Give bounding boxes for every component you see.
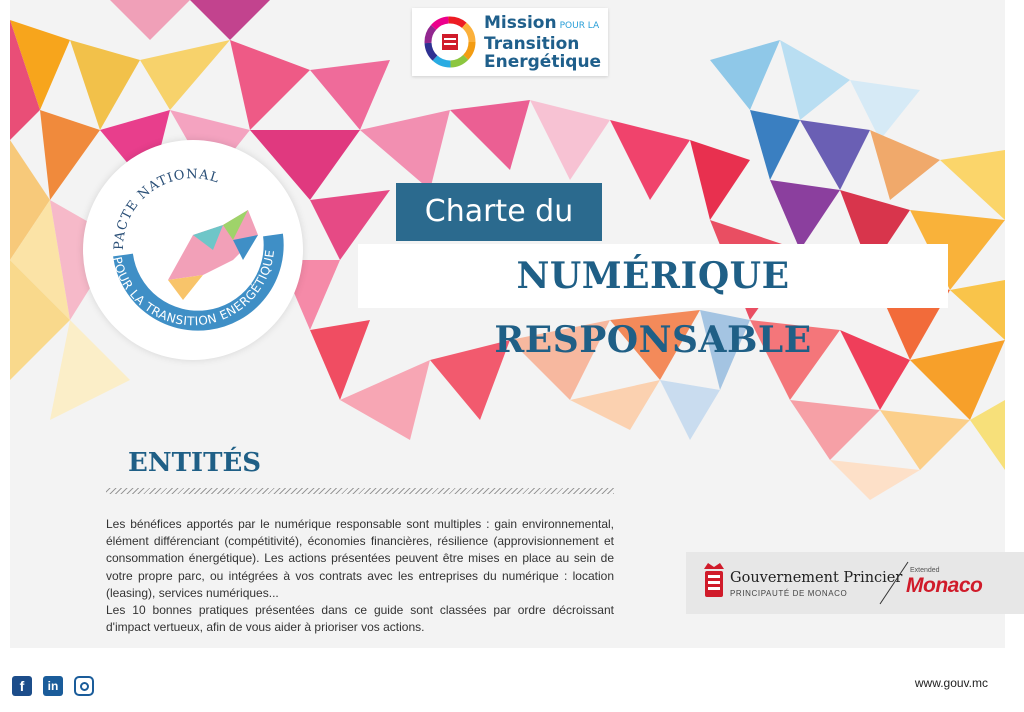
extended-monaco-logo: Monaco	[906, 574, 983, 597]
title-line-1: Charte du	[396, 183, 602, 241]
hatched-divider	[106, 488, 614, 494]
linkedin-icon[interactable]: in	[43, 676, 63, 696]
body-paragraph-2: Les 10 bonnes pratiques présentées dans ce guide sont classées par ordre décroissant d'impact vertueux, afin de vous aider à prioriser vos actions.	[106, 603, 614, 635]
government-subtitle: PRINCIPAUTÉ DE MONACO	[730, 589, 848, 598]
seal-top-text: PACTE NATIONAL	[111, 167, 222, 251]
seal-bottom-text: POUR LA TRANSITION ENERGÉTIQUE	[109, 248, 278, 329]
logo-line-2: Transition	[484, 34, 580, 54]
title-line-2: NUMÉRIQUE RESPONSABLE	[358, 244, 948, 308]
government-name: Gouvernement Princier	[730, 570, 903, 586]
section-heading: ENTITÉS	[128, 448, 262, 478]
page-background	[10, 0, 1005, 648]
government-logo	[686, 552, 1024, 614]
website-url[interactable]: www.gouv.mc	[914, 676, 988, 690]
mission-logo	[412, 8, 608, 76]
logo-line-1: Mission	[484, 13, 557, 33]
mission-ring-icon	[422, 14, 478, 70]
section-body	[106, 516, 614, 636]
seal-graphic	[83, 140, 303, 360]
national-pact-seal	[83, 140, 303, 360]
body-paragraph-1: Les bénéfices apportés par le numérique responsable sont multiples : gain environnemental, élément différenciant (compétitivité), économies financières, résilience (approvisionnement et consommation énergétique). Les actions présentées peuvent être mises en place au sein de votre propre parc, ou intégrées à vos contrats avec les entreprises du numérique : location (leasing), services numériques...	[106, 517, 614, 600]
logo-line-1-small: POUR LA	[559, 21, 600, 31]
monaco-crest-icon	[702, 561, 726, 603]
facebook-icon[interactable]: f	[12, 676, 32, 696]
logo-line-3: Energétique	[484, 52, 602, 72]
extended-monaco-small: Extended	[910, 567, 940, 574]
instagram-icon[interactable]	[74, 676, 94, 696]
